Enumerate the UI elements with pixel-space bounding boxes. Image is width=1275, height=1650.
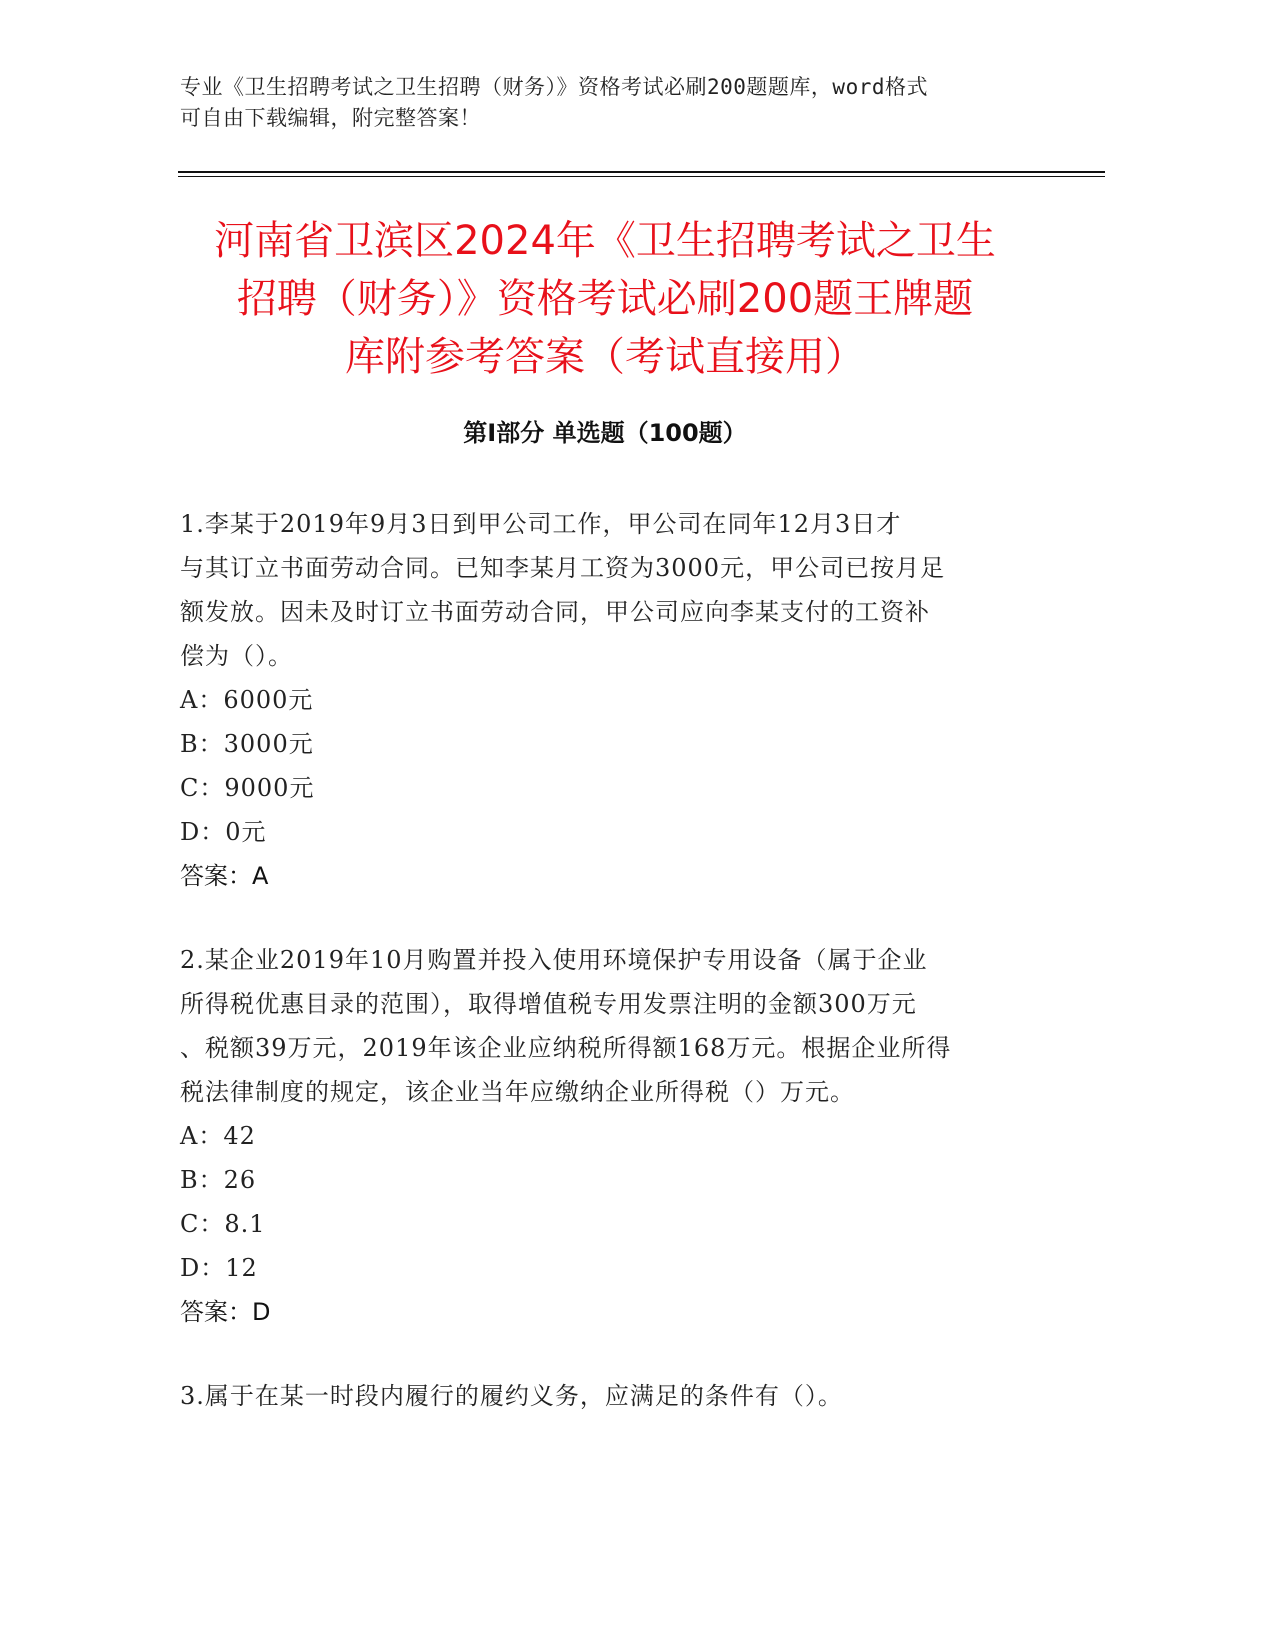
question-stem-line: 税法律制度的规定，该企业当年应缴纳企业所得税（）万元。 (180, 1078, 855, 1106)
question-stem-line: 1.李某于2019年9月3日到甲公司工作，甲公司在同年12月3日才 (180, 510, 902, 538)
option-c: C：9000元 (180, 774, 315, 802)
option-d: D：0元 (180, 818, 267, 846)
question-3 (180, 1374, 1035, 1418)
header-divider-thick (178, 171, 1105, 173)
question-stem (180, 502, 1035, 678)
option-a: A：6000元 (180, 686, 314, 714)
header-divider-thin (178, 176, 1105, 177)
answer-key: 答案：A (180, 862, 269, 890)
question-stem-line: 与其订立书面劳动合同。已知李某月工资为3000元，甲公司已按月足 (180, 554, 946, 582)
header-note-line: 可自由下载编辑，附完整答案！ (180, 106, 481, 130)
document-title-line: 河南省卫滨区2024年《卫生招聘考试之卫生 (214, 218, 996, 264)
header-note-line: 专业《卫生招聘考试之卫生招聘（财务）》资格考试必刷200题题库，word格式 (180, 75, 928, 99)
option-b: B：3000元 (180, 730, 314, 758)
header-note (180, 72, 1030, 134)
question-stem-line: 3.属于在某一时段内履行的履约义务，应满足的条件有（）。 (180, 1382, 843, 1410)
question-stem (180, 1374, 1035, 1418)
question-stem-line: 、税额39万元，2019年该企业应纳税所得额168万元。根据企业所得 (180, 1034, 952, 1062)
option-b: B：26 (180, 1166, 257, 1194)
option-a: A：42 (180, 1122, 256, 1150)
question-2 (180, 938, 1035, 1334)
question-stem-line: 所得税优惠目录的范围），取得增值税专用发票注明的金额300万元 (180, 990, 917, 1018)
question-stem (180, 938, 1035, 1114)
document-title (180, 212, 1030, 386)
question-stem-line: 偿为（）。 (180, 642, 293, 670)
question-stem-line: 额发放。因未及时订立书面劳动合同，甲公司应向李某支付的工资补 (180, 598, 930, 626)
option-c: C：8.1 (180, 1210, 266, 1238)
question-1 (180, 502, 1035, 898)
question-stem-line: 2.某企业2019年10月购置并投入使用环境保护专用设备（属于企业 (180, 946, 928, 974)
answer-key: 答案：D (180, 1298, 271, 1326)
section-title: 第I部分 单选题（100题） (463, 419, 747, 447)
document-title-line: 库附参考答案（考试直接用） (345, 334, 865, 380)
document-title-line: 招聘（财务）》资格考试必刷200题王牌题 (236, 276, 974, 322)
option-d: D：12 (180, 1254, 258, 1282)
